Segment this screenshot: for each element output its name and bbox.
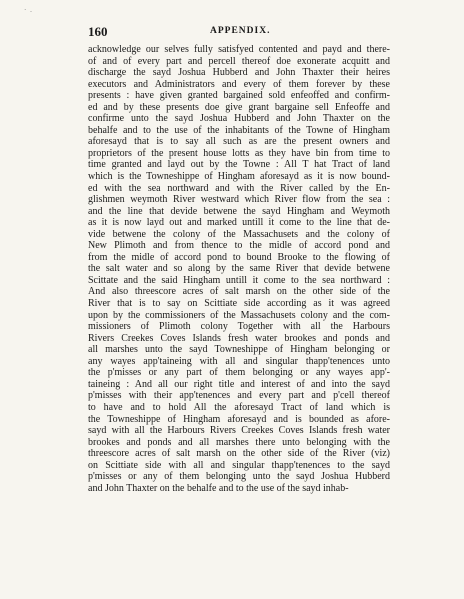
- page-speck: · .: [24, 6, 33, 14]
- running-head: APPENDIX.: [210, 26, 271, 36]
- text-line: ed and by these presents doe give grant bargaine sell Enfeoffe and: [88, 101, 390, 113]
- text-line: taineing : And all our right title and interest of and into the sayd: [88, 378, 390, 390]
- text-line: aforesayd that is to say all such as are the present owners and: [88, 136, 390, 148]
- text-line: presents : have given granted bargained sold enfeoffed and confirm-: [88, 90, 390, 102]
- text-line: p'misses with their app'tenences and every part and p'cell thereof: [88, 390, 390, 402]
- text-line: acknowledge our selves fully satisfyed contented and payd and there-: [88, 44, 390, 55]
- body-text: [88, 44, 390, 494]
- text-line: the salt water and so along by the same River that devide betwene: [88, 263, 390, 275]
- text-line: of and of every part and percell thereof doe exonerate acquitt and: [88, 55, 390, 67]
- text-line: discharge the sayd Joshua Hubberd and John Thaxter their heires: [88, 67, 390, 79]
- text-line: p'misses or any of them belonging unto the sayd Joshua Hubberd: [88, 471, 390, 483]
- text-line: upon by the commissioners of the Massachusets colony and the com-: [88, 309, 390, 321]
- text-line: ed with the sea northward and with the River called by the En-: [88, 182, 390, 194]
- text-line: confirme unto the sayd Joshua Hubberd and John Thaxter on the: [88, 113, 390, 125]
- text-line: threescore acres of salt marsh on the other side of the River (viz): [88, 448, 390, 460]
- text-line: all marshes unto the sayd Towneshippe of Hingham belonging or: [88, 344, 390, 356]
- text-line: as it is now layd out and marked untill it come to the line that de-: [88, 217, 390, 229]
- text-line: missioners of Plimoth colony Together with all the Harbours: [88, 321, 390, 333]
- text-line: behalfe and to the use of the inhabitants of the Towne of Hingham: [88, 124, 390, 136]
- text-line: Rivers Creekes Coves Islands fresh water brookes and ponds and: [88, 332, 390, 344]
- text-line: proprietors of the present house lotts as they have bin from time to: [88, 147, 390, 159]
- text-line: which is the Towneshippe of Hingham aforesayd as it is now bound-: [88, 171, 390, 183]
- text-line: and the line that devide betwene the sayd Hingham and Weymoth: [88, 205, 390, 217]
- text-line: the p'misses or any part of them belonging or any wayes app'-: [88, 367, 390, 379]
- text-line: New Plimoth and from thence to the midle of accord pond and: [88, 240, 390, 252]
- text-line: executors and Administrators and every of them forever by these: [88, 78, 390, 90]
- text-line: Scittate and the said Hingham untill it come to the sea northward :: [88, 274, 390, 286]
- page-header: [88, 24, 390, 38]
- text-line: vide betwene the colony of the Massachusets and the colony of: [88, 228, 390, 240]
- text-line: brookes and ponds and all marshes there unto belonging with the: [88, 436, 390, 448]
- text-line: from the midle of accord pond to bound Brooke to the flowing of: [88, 251, 390, 263]
- text-line: to have and to hold All the aforesayd Tract of land which is: [88, 401, 390, 413]
- text-line: glishmen weymoth River westward which River flow from the sea :: [88, 194, 390, 206]
- text-line: on Scittiate side with all and singular thapp'tenences to the sayd: [88, 459, 390, 471]
- text-line: And also threescore acres of salt marsh on the other side of the: [88, 286, 390, 298]
- text-line: time granted and layd out by the Towne : All T hat Tract of land: [88, 159, 390, 171]
- text-line: any wayes app'taineing with all and singular thapp'tenences unto: [88, 355, 390, 367]
- text-line: River that is to say on Scittiate side according as it was agreed: [88, 298, 390, 310]
- page-number: 160: [88, 24, 108, 39]
- text-line: sayd with all the Harbours Rivers Creekes Coves Islands fresh water: [88, 425, 390, 437]
- text-line: the Towneshippe of Hingham aforesayd and is bounded as afore-: [88, 413, 390, 425]
- text-line: and John Thaxter on the behalfe and to the use of the sayd inhab-: [88, 482, 349, 494]
